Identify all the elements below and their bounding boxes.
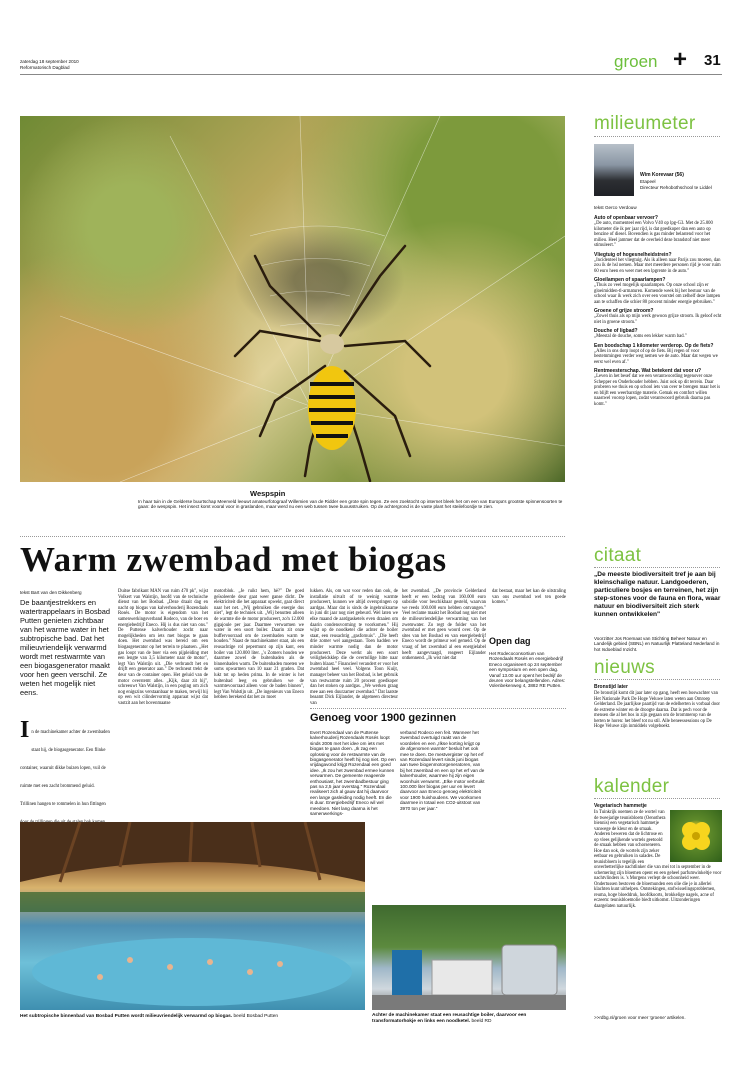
article-headline: Warm zwembad met biogas: [20, 540, 447, 579]
citaat-source: Voorzitter Jos Roemaat van Stichting Beheer Natuur en Landelijk gebied (SBNL) en Natuurlijk Platteland Nederland in hot Isdoeblad Inzicht.: [594, 636, 720, 652]
open-dag-title: Open dag: [489, 636, 531, 646]
headline-rule: [20, 536, 565, 537]
plus-icon: +: [673, 46, 688, 73]
machine-caption: Achter de machinekamer staat een reusachtige boiler, daarvoor een transformatorhokje en links een noodketel.: [372, 1013, 527, 1024]
kalender-rule: [594, 798, 720, 799]
sub-rule: [310, 708, 566, 709]
kalender-text: In Tuinkrijk ooemen ze de wortel van de tweejarige teunisbloem (Oenothera biennis) een vegetarisch hammetje vanwege de kleur en de smaak. Anderen beweren dat de lichtrose en op vlees gelijkende wortels geetoold de smaak hebben van schorseneren. Hoe dan ook, de wortels zijn zeker eetbaar en gebruiken in salades. De teunisbloem is tegelijk een onverbetterlijke nachtlinker die van mei tot in september in de schemering zijn bloemen opent en een geheel parfumwinkeltje voor nachtvlinders is. 's Morgens verlept de schoonheid weer. Ondertussen bestoven de bloemunden een olie die je in allerlei klachten kunt uithelpen. Ontstekingen, stofwisselingsproblemen, reuma, hoge bloeddruk, hoofdkoorts, brokkelige nagels, acne of eczeem: teunisbloemolie biedt uitkomst. Uitzonderingen daargelaten natuurlijk.: [594, 810, 722, 909]
qa-question: Douche of ligbad?: [594, 328, 638, 334]
milieumeter-qa-list: [594, 212, 722, 407]
dropcap: I: [20, 717, 30, 743]
article-col6: dat bestaat, maar het kan de uitstraling van ons zwembad wel ten goede komen.": [492, 589, 566, 606]
qa-question: Vliegtuig of hogesnelheidstrein?: [594, 251, 672, 258]
qa-answer: „Zowel thuis als op mijn werk gewoon grijze stroom. Ik geloof echt niet in groene stroom.": [594, 314, 722, 325]
qa-answer: „Thuis zo veel mogelijk spaarlampen. Op onze school zijn er gloeimidden-tl-armaturen. Komende week bij het bestuur van de school waar ik werk zich over een voorstel om zelhelf deze lampen aan te schaffen die schier 80 procent minder energie gebruiken.": [594, 283, 721, 305]
qa-answer: „Incidenteel het vliegtuig. Als ik alleen naar Parijs zou moeten, dan zou ik de hsl nemen. Maar met meerdere personen rijd je voor ruim 60 euro heen en weer met een lpgrente in de auto.": [594, 257, 721, 274]
kalender-title: kalender: [594, 776, 670, 797]
kalender-float-spacer: [666, 810, 722, 862]
qa-item: [594, 252, 722, 275]
page-number: 31: [704, 52, 721, 69]
person-role1: Etapeel: [640, 179, 656, 184]
qa-item: [594, 215, 722, 249]
article-byline: tekst Bart van den Dikkenberg: [20, 590, 82, 595]
machine-illustration: [372, 905, 566, 1010]
qa-item: [594, 277, 722, 305]
nieuws-title: nieuws: [594, 657, 655, 678]
spider-caption-title: Wespspin: [250, 489, 286, 498]
section-title: groen: [614, 52, 658, 71]
person-role2: Directeur Rehobothschool te Liddel: [640, 185, 712, 190]
pool-photo: [20, 822, 365, 1010]
nieuws-text: De bronstijd komt dit jaar later op gang, heeft een boswachter van Het Nationale Park De Hoge Veluwe laten weten aan Omroep Gelderland. De jaarlijkse paartijd van de edelherten is vorbaal door de extreme winter en de droogte daarna. Dat is pech voor de mensen die al het bos in zijn gegaan om de brommerop van de herten te horen: het bleef tot nu stil. Alle beneessessions op De Hoge Veluwe zijn inmiddels volgeboekt.: [594, 691, 720, 729]
article-intro: De baantjestrekkers en watertrappelaars in Bosbad Putten genieten zichtbaar van het warme water in het subtropische bad. Dat het milieuvriendelijk verwarmd wordt met restwarmte van een biogasgenerator maakt voor hen geen verschil. Ze weten het mogelijk niet eens.: [20, 598, 110, 697]
article-col2: Duitse fabrikant MAN van ruim 470 pk", wijst Volkert van Walstijn, hoofd van de technische dienst van het Bosbad. „Deze draait dag en nacht op biogas van kalverhouderij Rozendaals Rosés. De motor is eigendom van het samenwerkingsverband Rodeco, van de boer en energiebedrijf Eneco. Hij is dus niet van ons." De Puttense kalverhouder zocht naar mogelijkheden om iets met biogas te gaan doen. Het zwembad was bereid om een biogasgenerator op het terrein te plaatsen. „Het gas loopt van de boer via een pijpleiding met een lengte van 3,5 kilometer naar de motor", legt Van Walstijn uit. „Die verbrandt het en drijft een generator aan." De techneut trekt de deur van de container open. Het geluid van de motor overstemt alles. „Kijk, daar zit hij", schreeuwt Van Walstijn, in een poging om zich nog enigszins verstaanbaar te maken, terwijl hij op een wit cilindervormig apparaat wijst dat vastzit aan het bovenmaatse: [118, 589, 208, 706]
spider-icon: [235, 246, 430, 481]
pool-illustration: [20, 822, 365, 1010]
article-col3: motorblok. „Je ruikt hem, hè?" De goed geïsoleerde deur gaat weer ganse dicht. De elektriciteit die het apparaat opwekt, gaat direct naar het net. „Wij gebruiken die energie dus niet", legt de techniek uit. „Wij benutten alleen de warmte die de motor produceert, zo'n 12.000 gigajoule per jaar. Daarmee verwarmen we water in een soort boiler. Daarin zit onze buffervoorraad om de zwembaden warm te houden." Naast de machinekamer staat, als een reusachtige rol pepermunt op zijn kant, een boiler van 120.000 liter. „'s Zomers houden we daarmee zowel de buitenbaden als de binnenbaden warm. De buitenbaden moeten we soms opwarmen van 10 naar 21 graden. Dat lukt tot op heden prima. In de winter is het buitenbad leeg en gebruiken we de warmtevoorraad alleen voor de baden binnen", legt Van Walstijn uit. „De ingenieurs van Eneco hebben berekend dat het zo moet: [214, 589, 304, 701]
qa-question: Groene of grijze stroom?: [594, 308, 654, 314]
qa-item: [594, 328, 722, 340]
article-col1-text: n de machinekamer achter de zwembaden staat hij, de biogasgenerator. Een flinke container, waaruit dikke buizen lopen, vuil de ruimte met een zacht brommend geluid. Trillinen hangen te rommelen in hun fittingen: [20, 730, 110, 807]
milieumeter-title: milieumeter: [594, 113, 696, 134]
qa-question: Auto of openbaar vervoer?: [594, 215, 658, 221]
qa-answer: „Leven in het besef dat we een verantwoording tegenover onze Schepper en Onderhouder hebben. Juist ook op dit terrein. Daar proberen we thuis en op school iets van over te brengen maar het is en blijft een weerbarstige materie. Gemak en comfort willen naastwel voorop lopen, zodat verantwoord gebruik daarna pas komt.": [594, 374, 721, 407]
citaat-quote: „De meeste biodiversiteit tref je aan bij kleinschalige natuur. Landgoederen, particuliere bosjes en terreinen, het zijn step-stones voor de fauna en flora, waar natuur en biodiversiteit zich sterk kunnen ontwikkelen": [594, 571, 721, 618]
article-col4: lukken. Als, om wat voor reden dan ook, de installatie uitvalt of te weinig warmte produceert, kunnen we altijd overspringen op aardgas. Maar dat is sinds de ingebruikname in juni dit jaar nog niet gebeurd. Wel laten we elke maand de aardgasketels even draaien om daarin condensvorming te voorkomen." Hij wijst op de noodketel die achter de boiler staat, een reusachtig „gasfornuis". „Die heeft drie zomer wel aangestaan. Toen hadden we minder warmte nodig dan de motor produceert. Deze werkt als een soort veiligheidsklep die de overtollige hitte naar buiten blaast." Financieel verandert er voor het zwembad heel veel. Volgens Toon Kuijt, manager beheer van het Bosbad, is het gebruik van restwarmte ruim 20 procent goedkoper dan het stoken op aardgas. „We werken graag mee aan een duurzamer zwembad." Dat laatste beaamt Dick Eijlander, de algemeen directeur van: [310, 589, 398, 706]
qa-item: [594, 343, 722, 366]
qa-item: [594, 308, 722, 325]
kalender-head: Vegetarisch hammetje: [594, 803, 647, 809]
header-rule: [20, 74, 722, 75]
open-dag-text: Het Rodecoconsortium van Rozendaals Rosés en energiebedrijf Eneco organiseert op 24 september een symposium en een open dag. Vanaf 13.00 uur opent het bedrijf de deuren voor belangstellenden. Adres: Volenbekenweg 4, 3882 RE Putten.: [489, 651, 566, 689]
machine-caption-wrap: [372, 1013, 566, 1025]
person-name: Wim Korevaar (56): [640, 172, 684, 178]
kalender-footer-link[interactable]: >>rdbg.nl/groen voor meer 'groene' artikelen.: [594, 1015, 686, 1020]
spider-illustration: [20, 116, 565, 482]
pool-credit: beeld Bosbad Putten: [233, 1014, 279, 1019]
qa-item: [594, 368, 722, 407]
milieumeter-byline: tekst Gerco Verdouw: [594, 205, 637, 210]
pool-caption-wrap: [20, 1014, 278, 1019]
pool-caption: Het subtropische binnenbad van Bosbad Putten wordt milieuvriendelijk verwarmd op biogas.: [20, 1014, 233, 1019]
sub-title: Genoeg voor 1900 gezinnen: [310, 712, 457, 724]
qa-question: Gloeilampen of spaarlampen?: [594, 277, 666, 283]
person-photo: [594, 144, 634, 196]
article-col5: het zwembad. „De provincie Gelderland heeft er een bedrag van 160.000 euro subsidie voor beschikbaar gesteld, waarvan we reeds 100.000 euro hebben ontvangen." Veel reclame maakt het Bosbad nog niet met de milieuvriendelijke verwarming van het zwemwater. Zo regt de folder van het zwembad er met geen woord over. Op de sites van het Bosbad en van energiebedrijf Eneco wordt de primeur wel gemeld. Op de vraag of het zwembad al een energielabel heeft aangevraagd, reageert Eijlander ontkennend. „Ik wist niet dat: [402, 589, 486, 662]
milieumeter-rule: [594, 136, 720, 137]
machine-photo: [372, 905, 566, 1010]
header-paper: Reformatorisch Dagblad: [20, 65, 70, 70]
spider-caption-text: In haar tuin in de Gelderse buurtschap Meerveld leeuwt amateurfotograaf Willemien van de Ridder een grote spin tegen. Ze een zoektocht op internet bleek het om een van Europa's grootste spinnensoorten te gaan: de wespspin. Het insect komt vooral voor in graslanden, maar werd nu een web tussen twee buxusstruiken. Op de achtergrond is de vaste plant het steilefoordje te zien.: [138, 499, 563, 510]
citaat-rule: [594, 567, 720, 568]
qa-question: Rentmeesterschap. Wat betekent dat voor u?: [594, 368, 702, 374]
sub-col1: Evert Rozendaal van de Puttense kalverhouderij Rozendaals Rosés loopt sinds 2006 met het idee om iets met biogas te gaan doen. „Ik zag een oplossing voor de restwarmte van de biogasgenerator heeft hij nog niet. Op een vrijdagavond krijgt Rozendaal een goed idee. „Ik zou het zwembad ermee kunnen verwarmen. De gemeente reageerde enthousiast, het zwembadbestuur ging pas na 2,5 jaar overstag." Rozendaal realiseert zich al gauw dat hij daarvoor een lange gasleiding nodig heeft. En die is duur. Energiebedrijf Eneco wil wel meedoen. Niet lang daarna is het samenwerkings-: [310, 730, 396, 817]
spider-photo: [20, 116, 565, 482]
header-date: zaterdag 18 september 2010: [20, 59, 79, 64]
machine-credit: beeld RD: [471, 1018, 492, 1024]
kalender-text-wrap: [594, 810, 722, 909]
qa-question: Een boodschap 1 kilometer verderop. Op de fiets?: [594, 342, 714, 349]
nieuws-head: Bronstijd later: [594, 684, 628, 690]
qa-answer: „Alles in ons dorp loopt of op de fiets. Bij regen of voor bestemmingen verder weg nemen we de auto. Maar dat wegen we eerst wel even af.": [594, 348, 718, 365]
nieuws-rule: [594, 679, 720, 680]
qa-answer: „Meestal de douche, soms een lekker warm bad.": [594, 334, 687, 339]
citaat-title: citaat: [594, 545, 642, 566]
qa-answer: „De auto, momenteel een Volvo V40 op lpg-G3. Met de 25.000 kilometer die ik per jaar rijd, is dat goedkoper dan een auto op benzine of diesel. Bovendien is gas minder belastend voor het milieu. Heel jammer dat de overheid deze brandstof niet meer stimuleert.": [594, 221, 713, 248]
sub-col2: verband Rodeco een feit. Wanneer het zwembad overtuigd raakt van de voordelen en een „Ilkse korting krijgt op de afgenomen warmte" besluit het ook mee te doen. De mestvergister op het erf van Rozendaal levert sinds juni biogas aan twee biogenmotorgeneratoren, van bij het zwembad en een op het erf van de kalverhouder, waarmee hij zijn eigen woonhuis verwarmt. „Elke motor verbruikt 100.000 liter biogas per uur en levert daarvoor aan Eneco genoeg elektriciteit voor 1900 huishoudens. We voorkomen daarmee in totaal een CO2-uitstoot van 3970 ton per jaar.": [400, 730, 485, 811]
